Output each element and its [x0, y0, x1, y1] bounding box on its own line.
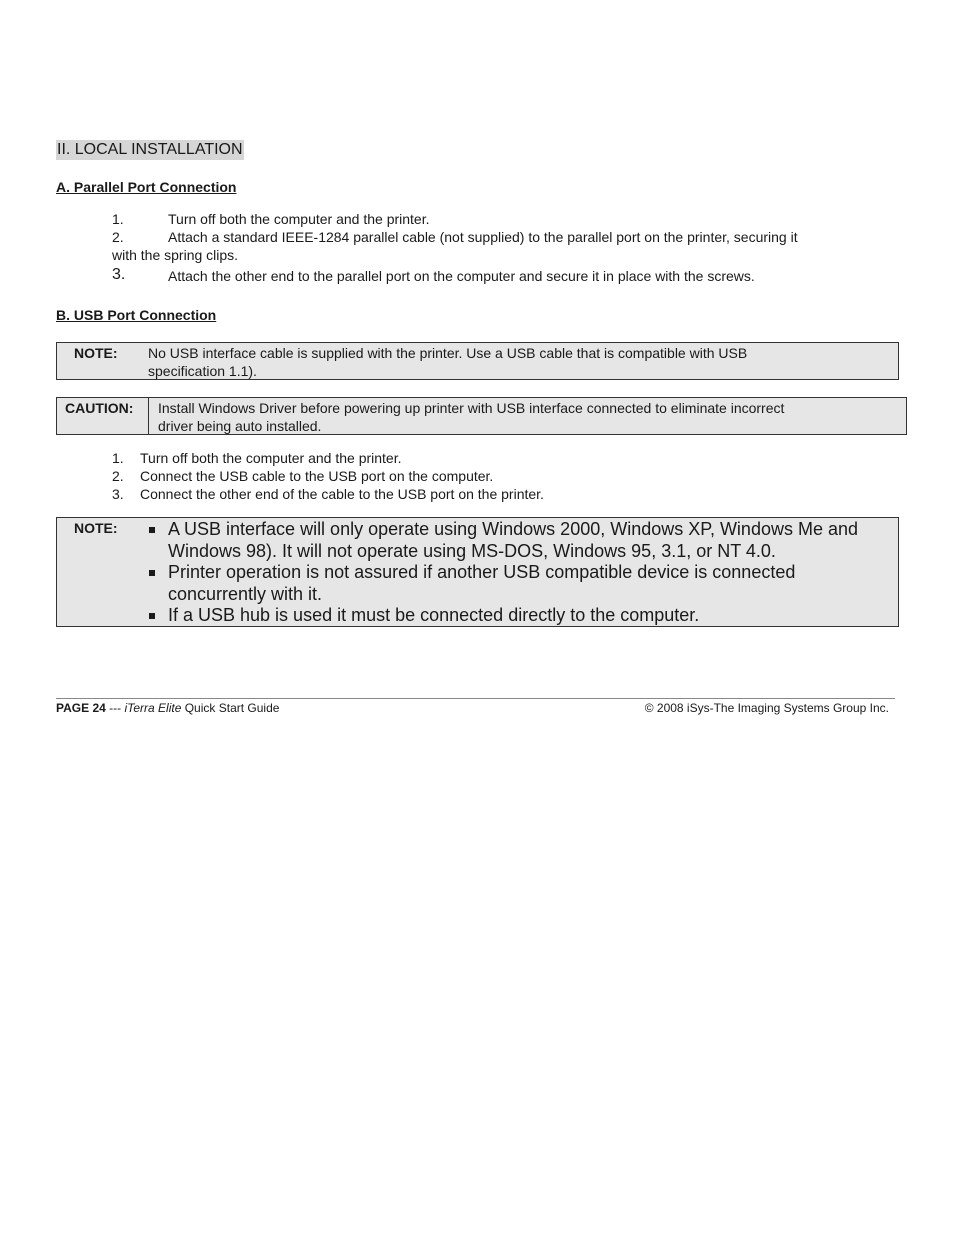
- footer-page-number: PAGE 24: [56, 701, 106, 715]
- parallel-step-1-text: Turn off both the computer and the printer.: [168, 211, 430, 227]
- note-text-line-1: No USB interface cable is supplied with the printer. Use a USB cable that is compatible with USB: [148, 345, 748, 361]
- note-label: NOTE:: [74, 520, 118, 536]
- footer-product-name: iTerra Elite: [124, 701, 182, 715]
- usb-step-1-num: 1.: [112, 450, 124, 466]
- parallel-heading: A. Parallel Port Connection: [56, 179, 237, 195]
- footer-guide-title: Quick Start Guide: [181, 701, 280, 715]
- parallel-step-2-continued: with the spring clips.: [112, 247, 239, 263]
- footer-divider: [56, 698, 895, 699]
- note-text-line-2: specification 1.1).: [148, 363, 257, 379]
- footer-copyright: © 2008 iSys-The Imaging Systems Group Inc.: [644, 701, 889, 715]
- footer-separator: ---: [105, 701, 125, 715]
- bullet-2-line-1: Printer operation is not assured if another USB compatible device is connected: [168, 562, 796, 582]
- caution-box: [56, 397, 907, 435]
- caution-label: CAUTION:: [65, 400, 134, 416]
- parallel-step-1-num: 1.: [112, 211, 124, 227]
- section-title: II. LOCAL INSTALLATION: [57, 141, 243, 158]
- usb-heading: B. USB Port Connection: [56, 307, 217, 323]
- bullet-square-icon: [149, 570, 155, 576]
- parallel-step-3-num: 3.: [112, 266, 126, 283]
- bullet-1-line-1: A USB interface will only operate using Windows 2000, Windows XP, Windows Me and: [168, 519, 859, 539]
- usb-step-2-num: 2.: [112, 468, 124, 484]
- bullet-3-line-1: If a USB hub is used it must be connected directly to the computer.: [168, 605, 700, 625]
- caution-text-line-1: Install Windows Driver before powering up printer with USB interface connected to eliminate incorrect: [158, 400, 785, 416]
- bullet-2-line-2: concurrently with it.: [168, 583, 323, 604]
- usb-note-box: [56, 342, 899, 380]
- usb-step-3-num: 3.: [112, 486, 124, 502]
- bullet-1-line-2: Windows 98). It will not operate using MS-DOS, Windows 95, 3.1, or NT 4.0.: [168, 540, 776, 561]
- footer-left: [56, 701, 279, 715]
- note-label: NOTE:: [74, 345, 118, 361]
- usb-step-1-text: Turn off both the computer and the printer.: [140, 450, 402, 466]
- parallel-step-2-num: 2.: [112, 229, 124, 245]
- usb-step-2-text: Connect the USB cable to the USB port on the computer.: [140, 468, 494, 484]
- parallel-step-3-text: Attach the other end to the parallel port on the computer and secure it in place with the screws.: [168, 268, 755, 284]
- usb-notes-box: [56, 517, 899, 627]
- usb-step-3-text: Connect the other end of the cable to the USB port on the printer.: [140, 486, 544, 502]
- parallel-step-2-text: Attach a standard IEEE-1284 parallel cable (not supplied) to the parallel port on the printer, securing it: [168, 229, 798, 245]
- bullet-square-icon: [149, 527, 155, 533]
- caution-divider: [148, 398, 149, 434]
- bullet-square-icon: [149, 613, 155, 619]
- caution-text-line-2: driver being auto installed.: [158, 418, 322, 434]
